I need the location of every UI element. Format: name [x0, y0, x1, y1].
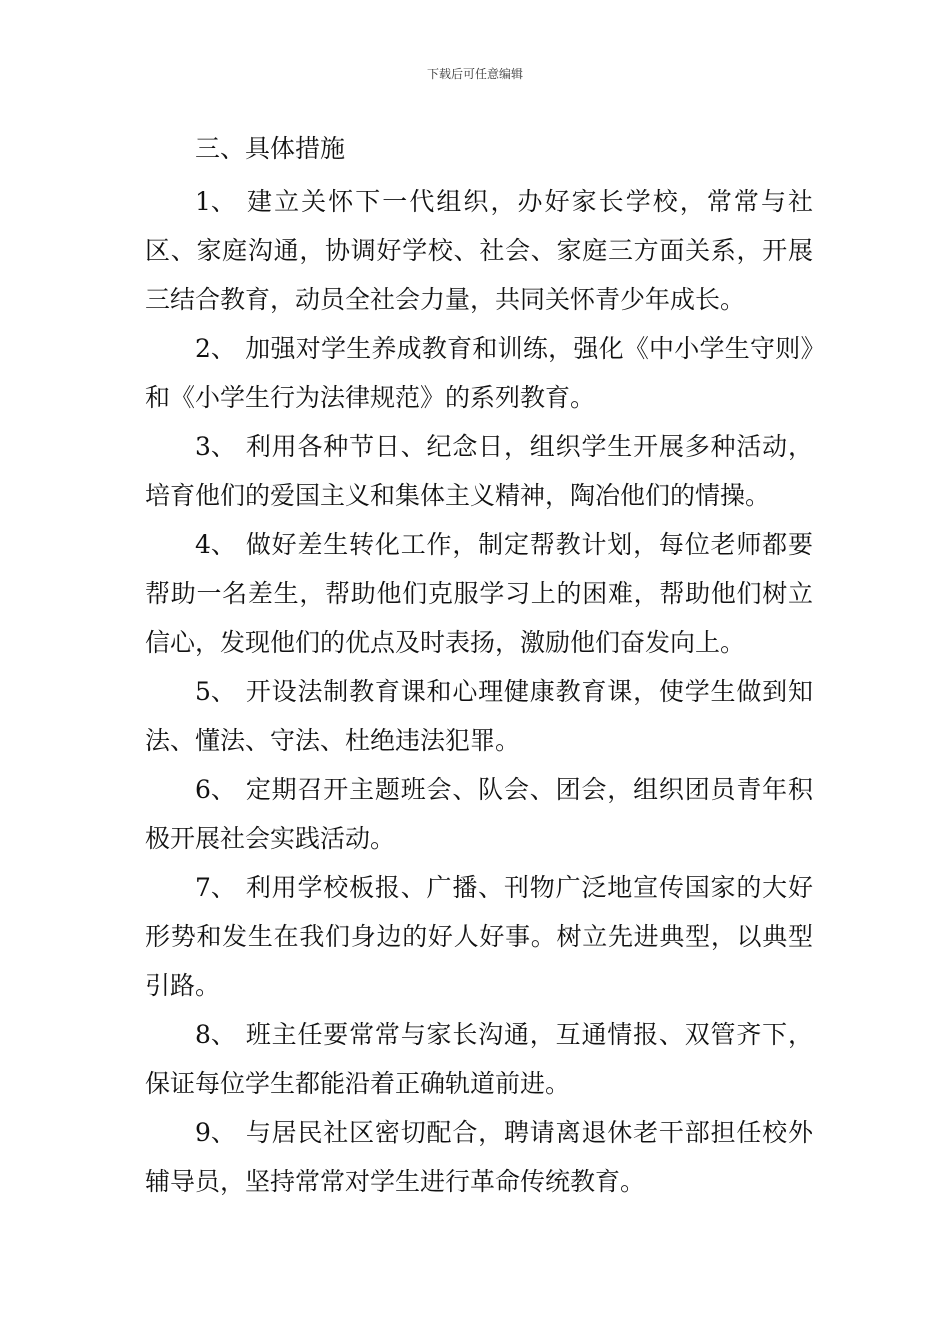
list-item — [145, 1108, 813, 1206]
list-item — [145, 1010, 813, 1108]
item-number: 1、 — [195, 187, 236, 216]
item-number: 8、 — [195, 1020, 236, 1049]
list-item — [145, 520, 813, 667]
document-body — [145, 124, 813, 1206]
item-text: 与居民社区密切配合，聘请离退休老干部担任校外辅导员，坚持常常对学生进行革命传统教育。 — [145, 1118, 813, 1196]
list-item — [145, 765, 813, 863]
item-text: 班主任要常常与家长沟通，互通情报、双管齐下，保证每位学生都能沿着正确轨道前进。 — [145, 1020, 813, 1098]
item-number: 7、 — [195, 873, 236, 902]
item-text: 开设法制教育课和心理健康教育课，使学生做到知法、懂法、守法、杜绝违法犯罪。 — [145, 677, 813, 755]
list-item — [145, 177, 813, 324]
page-header: 下载后可任意编辑 — [426, 67, 523, 81]
item-number: 4、 — [195, 530, 236, 559]
item-number: 9、 — [195, 1118, 236, 1147]
item-text: 做好差生转化工作，制定帮教计划，每位老师都要帮助一名差生，帮助他们克服学习上的困难，帮助他们树立信心，发现他们的优点及时表扬，激励他们奋发向上。 — [145, 530, 813, 657]
item-number: 2、 — [195, 334, 236, 363]
section-heading: 三、具体措施 — [195, 134, 346, 163]
list-item — [145, 667, 813, 765]
list-item — [145, 422, 813, 520]
item-text: 加强对学生养成教育和训练，强化《中小学生守则》和《小学生行为法律规范》的系列教育。 — [145, 334, 813, 412]
list-item — [145, 324, 813, 422]
item-text: 定期召开主题班会、队会、团会，组织团员青年积极开展社会实践活动。 — [145, 775, 813, 853]
item-text: 利用各种节日、纪念日，组织学生开展多种活动，培育他们的爱国主义和集体主义精神，陶冶他们的情操。 — [145, 432, 813, 510]
item-number: 3、 — [195, 432, 236, 461]
item-number: 6、 — [195, 775, 236, 804]
item-text: 建立关怀下一代组织，办好家长学校，常常与社区、家庭沟通，协调好学校、社会、家庭三方面关系，开展三结合教育，动员全社会力量，共同关怀青少年成长。 — [145, 187, 813, 314]
list-item — [145, 863, 813, 1010]
item-text: 利用学校板报、广播、刊物广泛地宣传国家的大好形势和发生在我们身边的好人好事。树立先进典型，以典型引路。 — [145, 873, 813, 1000]
item-number: 5、 — [195, 677, 236, 706]
